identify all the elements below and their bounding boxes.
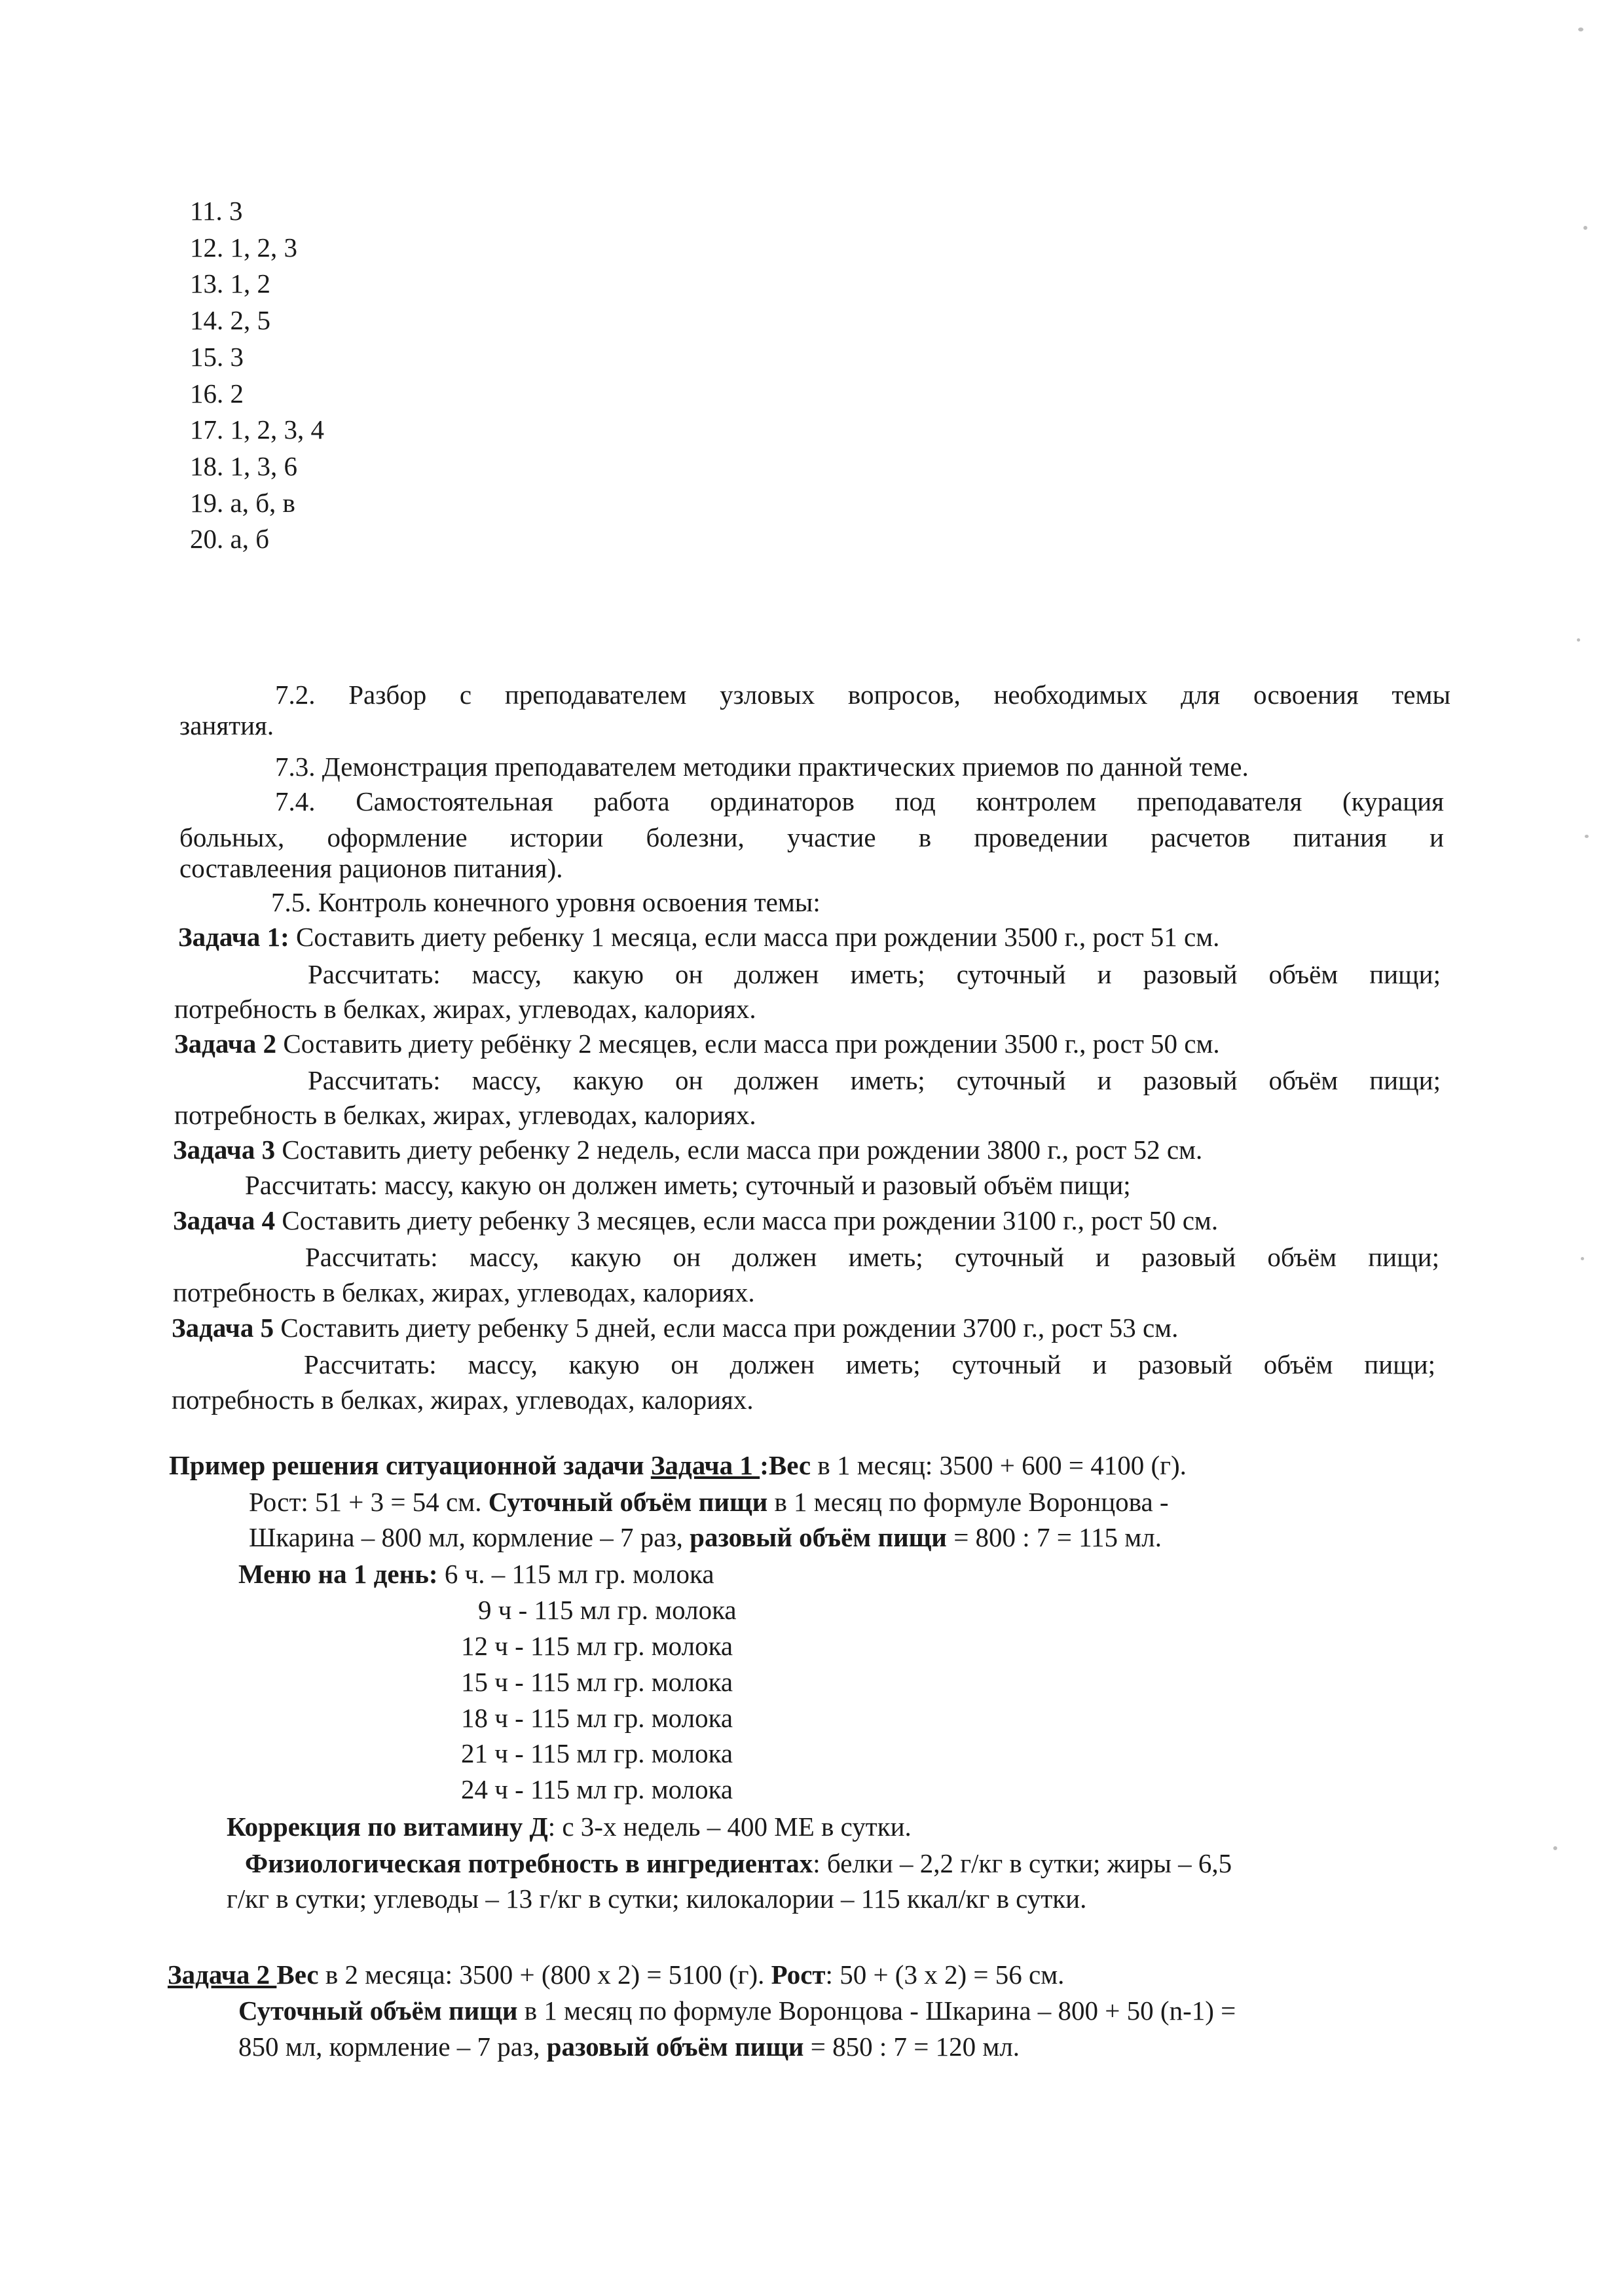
task-3: Задача 3 Составить диету ребенку 2 недель, если масса при рождении 3800 г., рост 52 см. [173,1135,1203,1165]
answer-item: 12. 1, 2, 3 [190,232,297,263]
section-7-2-cont: занятия. [179,710,274,740]
menu-item: 12 ч - 115 мл гр. молока [461,1631,733,1661]
scan-speck [1578,27,1583,31]
example-rost: Рост: 51 + 3 = 54 см. Суточный объём пищи в 1 месяц по формуле Воронцова - [249,1487,1169,1517]
answer-item: 11. 3 [190,196,243,226]
task-2: Задача 2 Составить диету ребёнку 2 месяцев, если масса при рождении 3500 г., рост 50 см. [174,1029,1220,1059]
task-3-calc: Рассчитать: массу, какую он должен иметь; суточный и разовый объём пищи; [245,1170,1131,1200]
answer-item: 19. а, б, в [190,488,295,518]
task-4-need: потребность в белках, жирах, углеводах, калориях. [173,1277,755,1307]
menu-label: Меню на 1 день: 6 ч. – 115 мл гр. молока [238,1559,714,1589]
scan-speck [1581,1257,1584,1260]
section-7-3: 7.3. Демонстрация преподавателем методики практических приемов по данной теме. [275,752,1249,782]
menu-item: 18 ч - 115 мл гр. молока [461,1703,733,1733]
task-2-daily: Суточный объём пищи в 1 месяц по формуле Воронцова - Шкарина – 800 + 50 (n-1) = [238,1995,1236,2026]
scan-speck [1585,835,1589,838]
scan-speck [1553,1846,1557,1850]
task-1-calc: Рассчитать: массу, какую он должен иметь; суточный и разовый объём пищи; [308,959,1441,989]
answer-item: 13. 1, 2 [190,268,270,299]
answer-item: 17. 1, 2, 3, 4 [190,414,324,445]
task-2-calc: Рассчитать: массу, какую он должен иметь; суточный и разовый объём пищи; [308,1065,1441,1095]
vitamin-correction: Коррекция по витамину Д: с 3-х недель – 400 МЕ в сутки. [227,1812,912,1842]
section-7-2: 7.2. Разбор с преподавателем узловых вопросов, необходимых для освоения темы [275,680,1450,710]
answer-item: 18. 1, 3, 6 [190,451,297,481]
scan-speck [1583,226,1587,230]
task-4: Задача 4 Составить диету ребенку 3 месяцев, если масса при рождении 3100 г., рост 50 см. [173,1205,1219,1235]
task-5: Задача 5 Составить диету ребенку 5 дней, если масса при рождении 3700 г., рост 53 см. [172,1313,1179,1343]
section-7-4-cont: больных, оформление истории болезни, участие в проведении расчетов питания и [179,822,1444,852]
task-1: Задача 1: Составить диету ребенку 1 месяца, если масса при рождении 3500 г., рост 51 см. [178,922,1220,952]
example-heading: Пример решения ситуационной задачи Задача 1 :Вес в 1 месяц: 3500 + 600 = 4100 (г). [169,1450,1187,1480]
answer-item: 15. 3 [190,342,244,372]
section-7-4: 7.4. Самостоятельная работа ординаторов под контролем преподавателя (курация [275,786,1444,816]
menu-item: 9 ч - 115 мл гр. молока [478,1595,737,1625]
scan-speck [1577,638,1580,642]
task-4-calc: Рассчитать: массу, какую он должен иметь; суточный и разовый объём пищи; [305,1242,1439,1272]
task-5-calc: Рассчитать: массу, какую он должен иметь; суточный и разовый объём пищи; [304,1349,1435,1379]
answer-item: 16. 2 [190,378,244,409]
task-5-need: потребность в белках, жирах, углеводах, калориях. [172,1385,754,1415]
physiological-need-cont: г/кг в сутки; углеводы – 13 г/кг в сутки; килокалории – 115 ккал/кг в сутки. [227,1884,1087,1914]
section-7-5: 7.5. Контроль конечного уровня освоения темы: [271,887,821,917]
section-7-4-end: составлеения рационов питания). [179,853,563,883]
answer-item: 20. а, б [190,524,270,554]
answer-item: 14. 2, 5 [190,305,270,335]
physiological-need: Физиологическая потребность в ингредиентах: белки – 2,2 г/кг в сутки; жиры – 6,5 [245,1848,1232,1878]
task-2-need: потребность в белках, жирах, углеводах, калориях. [174,1100,756,1130]
menu-item: 24 ч - 115 мл гр. молока [461,1774,733,1804]
task-1-need: потребность в белках, жирах, углеводах, калориях. [174,994,756,1024]
task-2-single: 850 мл, кормление – 7 раз, разовый объём пищи = 850 : 7 = 120 мл. [238,2032,1020,2062]
menu-item: 15 ч - 115 мл гр. молока [461,1667,733,1697]
menu-item: 21 ч - 115 мл гр. молока [461,1738,733,1768]
task-2-solution: Задача 2 Вес в 2 месяца: 3500 + (800 х 2) = 5100 (г). Рост: 50 + (3 х 2) = 56 см. [168,1959,1065,1990]
example-formula: Шкарина – 800 мл, кормление – 7 раз, разовый объём пищи = 800 : 7 = 115 мл. [249,1522,1162,1552]
